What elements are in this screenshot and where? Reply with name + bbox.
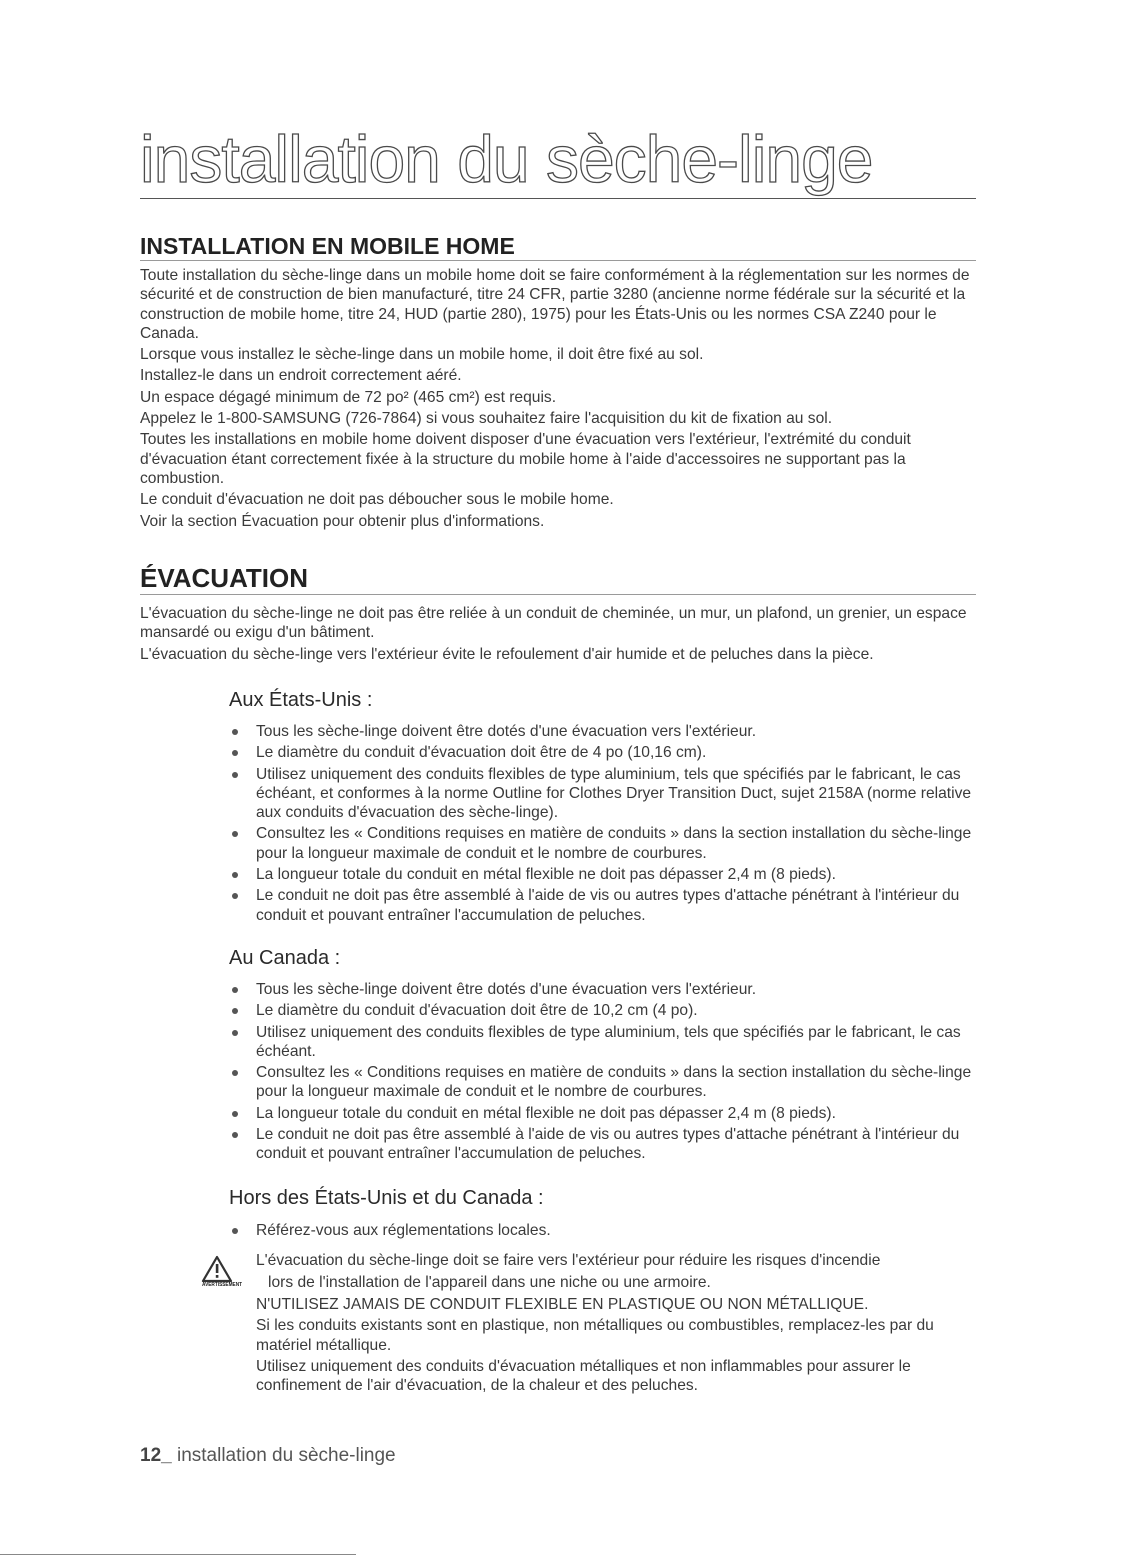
- bullet-icon: [232, 729, 238, 735]
- list-item: Le diamètre du conduit d'évacuation doit être de 10,2 cm (4 po).: [229, 1001, 977, 1020]
- list-item: La longueur totale du conduit en métal flexible ne doit pas dépasser 2,4 m (8 pieds).: [229, 1104, 977, 1123]
- page-footer: [140, 1445, 396, 1467]
- list-item: Le conduit ne doit pas être assemblé à l'aide de vis ou autres types d'attache pénétrant à l'intérieur du conduit et pouvant entraîner l'accumulation de peluches.: [229, 886, 977, 925]
- bullet-icon: [232, 987, 238, 993]
- paragraph: Voir la section Évacuation pour obtenir plus d'informations.: [140, 512, 545, 530]
- bullet-icon: [232, 1132, 238, 1138]
- warning-line: Utilisez uniquement des conduits d'évacuation métalliques et non inflammables pour assurer le confinement de l'air d'évacuation, de la chaleur et des peluches.: [256, 1357, 911, 1395]
- warning-text: [256, 1251, 976, 1272]
- warning-line: N'UTILISEZ JAMAIS DE CONDUIT FLEXIBLE EN PLASTIQUE OU NON MÉTALLIQUE.: [256, 1296, 869, 1313]
- page-title-rule: [140, 122, 976, 199]
- list-item: Tous les sèche-linge doivent être dotés d'une évacuation vers l'extérieur.: [229, 722, 977, 741]
- footer-label: installation du sèche-linge: [171, 1445, 396, 1466]
- bullet-icon: [232, 1030, 238, 1036]
- evacuation-intro: [140, 604, 976, 664]
- warning-line: Si les conduits existants sont en plastique, non métalliques ou combustibles, remplacez-les par du matériel métallique.: [256, 1317, 934, 1354]
- paragraph: Toute installation du sèche-linge dans un mobile home doit se faire conformément à la réglementation sur les normes de sécurité et de construction de bien manufacturé, titre 24 CFR, partie 3280 (ancienne norme fédérale sur la sécurité et la construction de mobile home, titre 24, HUD (partie 280), 1975) pour les États-Unis ou les normes CSA Z240 pour le Canada.: [140, 267, 970, 342]
- list-item: Utilisez uniquement des conduits flexibles de type aluminium, tels que spécifiés par le fabricant, le cas échéant, et conformes à la norme Outline for Clothes Dryer Transition Duct, sujet 2158A (norme relative aux conduits d'évacuation des sèche-linge).: [229, 765, 977, 823]
- paragraph: Installez-le dans un endroit correctement aéré.: [140, 367, 462, 385]
- list-item: Le conduit ne doit pas être assemblé à l'aide de vis ou autres types d'attache pénétrant à l'intérieur du conduit et pouvant entraîner l'accumulation de peluches.: [229, 1125, 977, 1164]
- list-item: Consultez les « Conditions requises en matière de conduits » dans la section installation du sèche-linge pour la longueur maximale de conduit et le nombre de courbures.: [229, 824, 977, 863]
- canada-list: [229, 980, 977, 1166]
- bullet-icon: [232, 872, 238, 878]
- bullet-icon: [232, 772, 238, 778]
- list-item: Utilisez uniquement des conduits flexibles de type aluminium, tels que spécifiés par le fabricant, le cas échéant.: [229, 1023, 977, 1062]
- paragraph: Appelez le 1-800-SAMSUNG (726-7864) si vous souhaitez faire l'acquisition du kit de fixation au sol.: [140, 410, 833, 428]
- list-item: Référez-vous aux réglementations locales.: [229, 1221, 977, 1240]
- bottom-rule: [0, 1554, 356, 1555]
- warning-text-continued: [256, 1295, 976, 1397]
- page-number: 12_: [140, 1445, 172, 1466]
- bullet-icon: [232, 750, 238, 756]
- paragraph: Un espace dégagé minimum de 72 po² (465 cm²) est requis.: [140, 388, 557, 406]
- paragraph: L'évacuation du sèche-linge vers l'extérieur évite le refoulement d'air humide et de peluches dans la pièce.: [140, 645, 874, 663]
- bullet-icon: [232, 1008, 238, 1014]
- subheading-other: Hors des États-Unis et du Canada :: [229, 1187, 544, 1209]
- list-item: La longueur totale du conduit en métal flexible ne doit pas dépasser 2,4 m (8 pieds).: [229, 865, 977, 884]
- other-list: [229, 1221, 977, 1242]
- section-heading-evacuation: ÉVACUATION: [140, 562, 976, 595]
- bullet-icon: [232, 893, 238, 899]
- warning-label: AVERTISSEMENT: [202, 1282, 243, 1288]
- paragraph: Le conduit d'évacuation ne doit pas déboucher sous le mobile home.: [140, 491, 614, 509]
- paragraph: L'évacuation du sèche-linge ne doit pas être reliée à un conduit de cheminée, un mur, un plafond, un grenier, un espace mansardé ou exigu d'un bâtiment.: [140, 605, 967, 642]
- section-heading-mobile-home: INSTALLATION EN MOBILE HOME: [140, 232, 976, 261]
- paragraph: Toutes les installations en mobile home doivent disposer d'une évacuation vers l'extérieur, l'extrémité du conduit d'évacuation étant correctement fixée à la structure du mobile home à l'aide d'accessoires ne supportant pas la combustion.: [140, 431, 911, 487]
- page-title: installation du sèche-linge: [140, 122, 873, 196]
- list-item: Tous les sèche-linge doivent être dotés d'une évacuation vers l'extérieur.: [229, 980, 977, 999]
- bullet-icon: [232, 1228, 238, 1234]
- subheading-canada: Au Canada :: [229, 947, 341, 969]
- warning-line: L'évacuation du sèche-linge doit se faire vers l'extérieur pour réduire les risques d'incendie: [256, 1252, 881, 1269]
- mobile-home-body: [140, 266, 976, 531]
- bullet-icon: [232, 831, 238, 837]
- bullet-icon: [232, 1111, 238, 1117]
- list-item: Consultez les « Conditions requises en matière de conduits » dans la section installation du sèche-linge pour la longueur maximale de conduit et le nombre de courbures.: [229, 1063, 977, 1102]
- subheading-usa: Aux États-Unis :: [229, 689, 373, 711]
- paragraph: Lorsque vous installez le sèche-linge dans un mobile home, il doit être fixé au sol.: [140, 346, 704, 364]
- warning-line: lors de l'installation de l'appareil dans une niche ou une armoire.: [268, 1274, 711, 1291]
- list-item: Le diamètre du conduit d'évacuation doit être de 4 po (10,16 cm).: [229, 743, 977, 762]
- bullet-icon: [232, 1070, 238, 1076]
- usa-list: [229, 722, 977, 927]
